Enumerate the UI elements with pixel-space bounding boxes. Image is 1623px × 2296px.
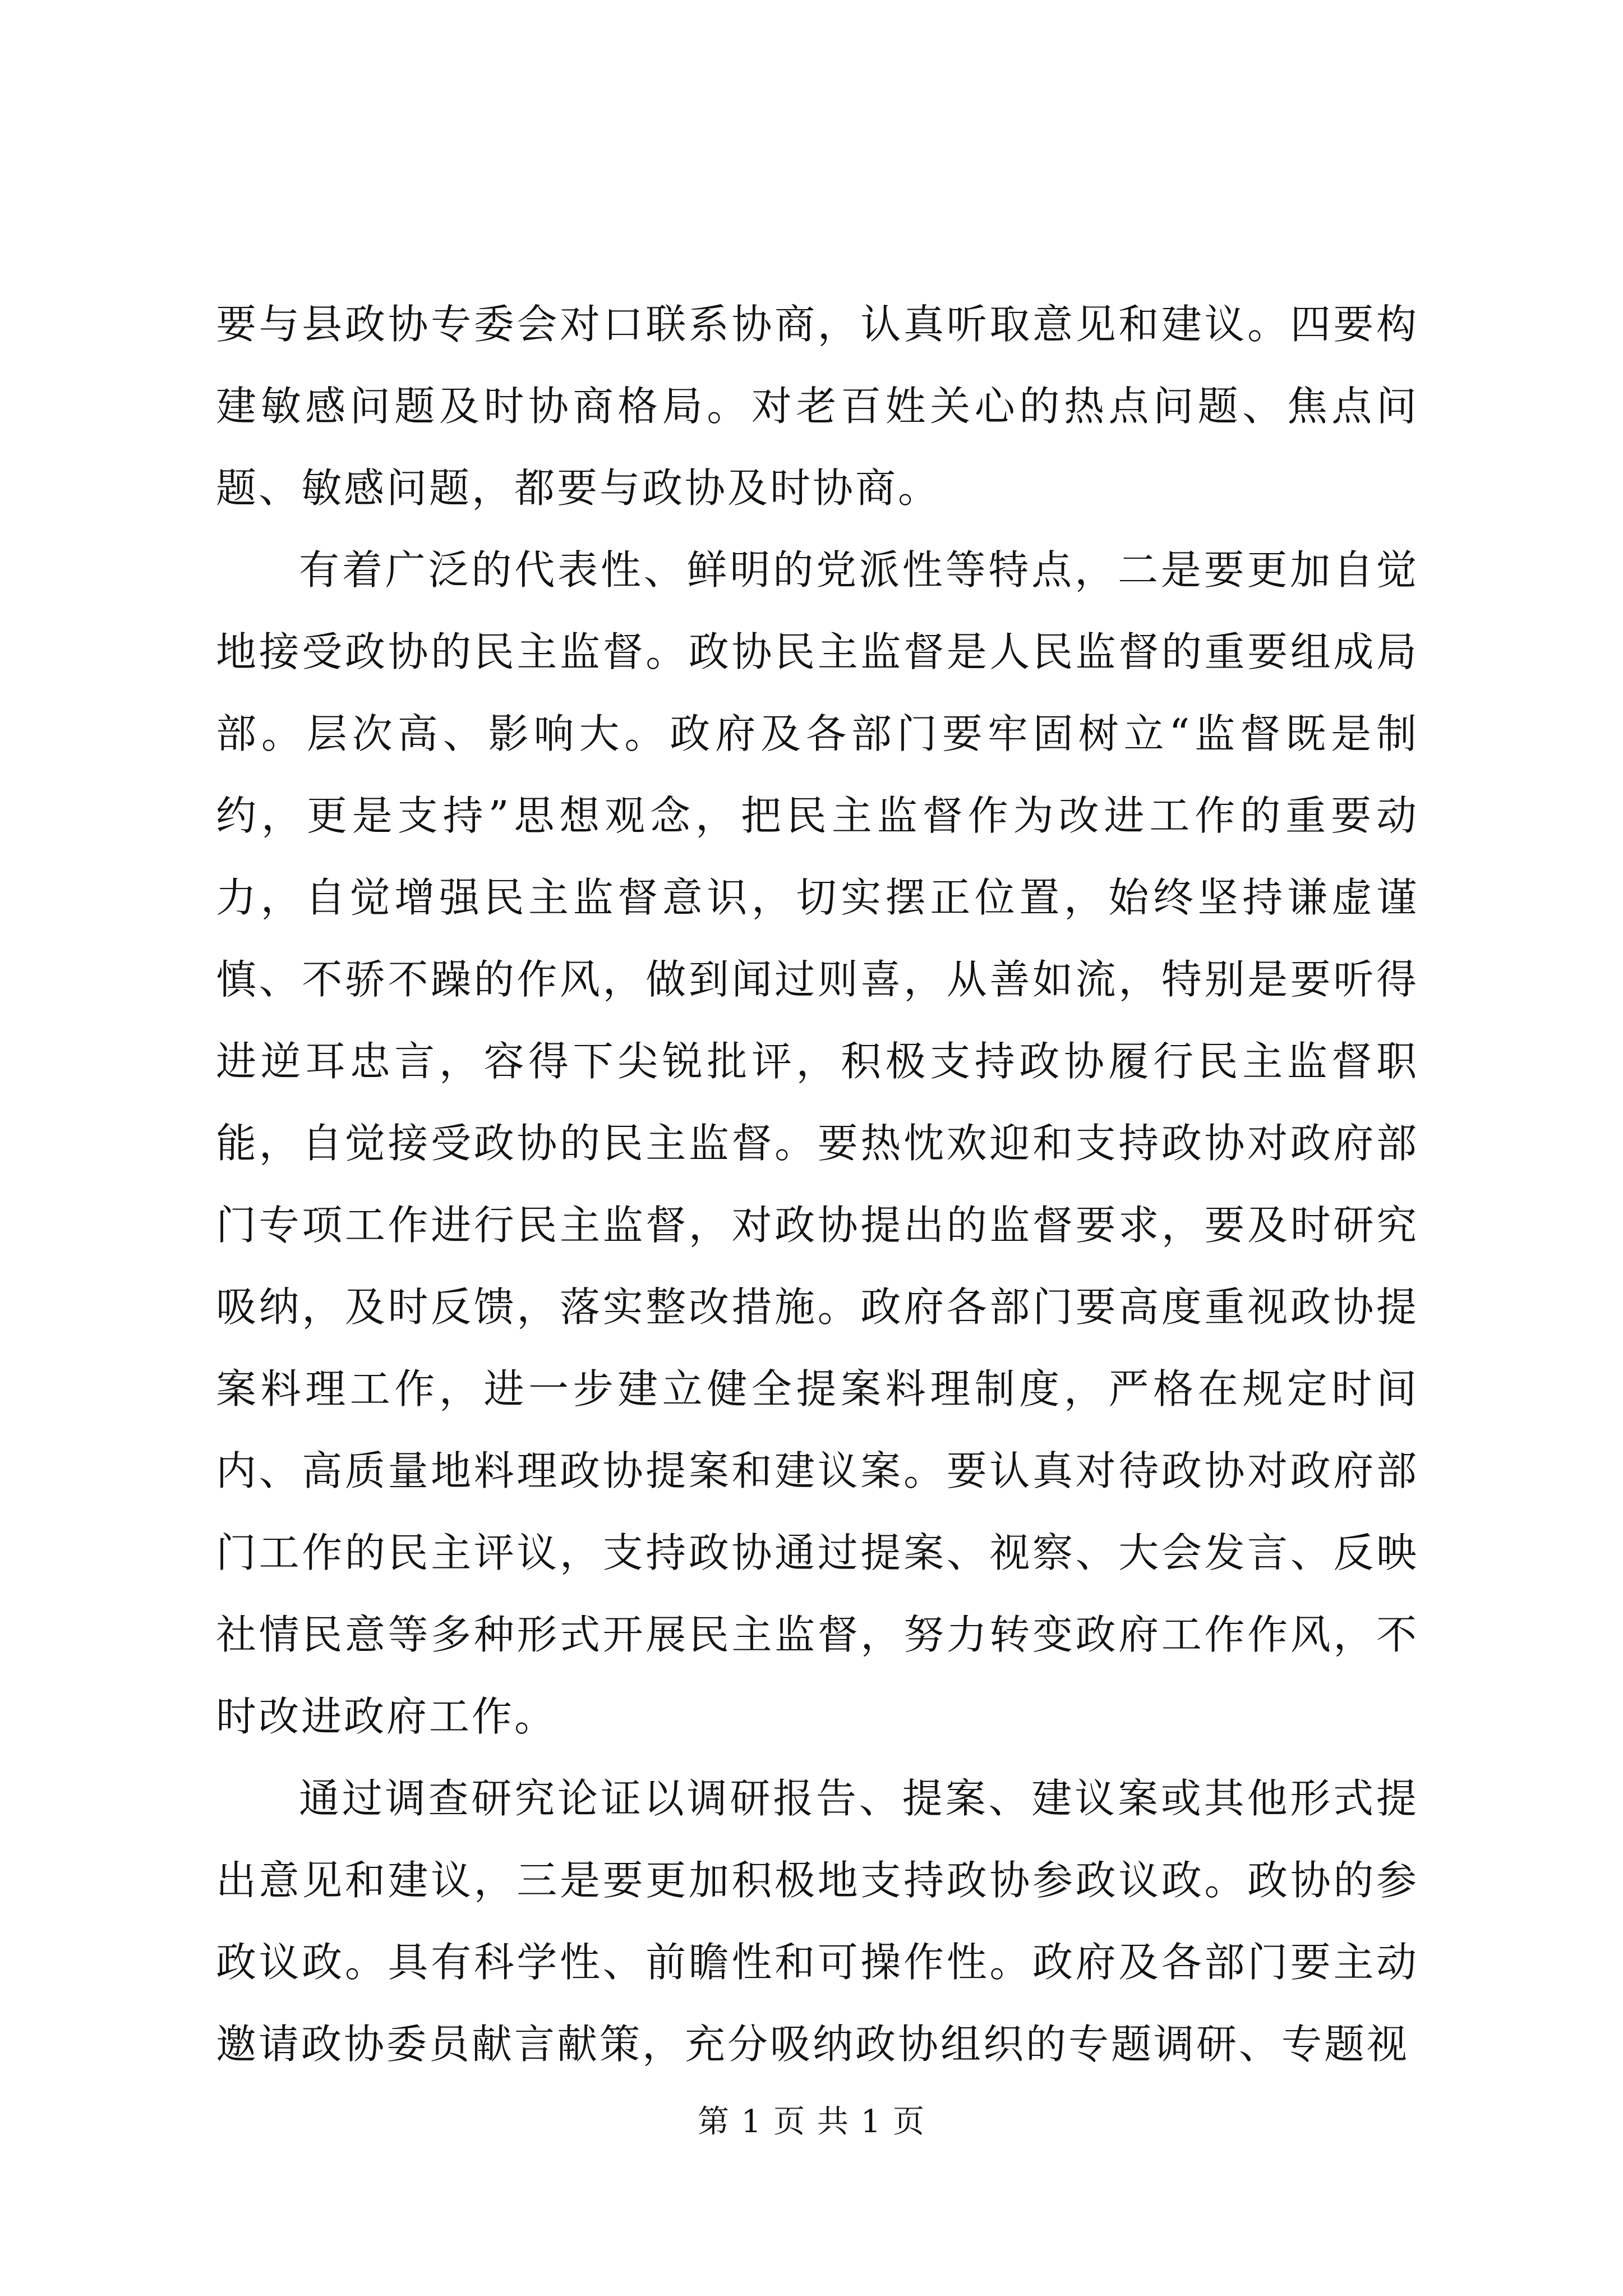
paragraph-3: 通过调查研究论证以调研报告、提案、建议案或其他形式提出意见和建议，三是要更加积极地支持政协参政议政。政协的参政议政。具有科学性、前瞻性和可操作性。政府及各部门要主动邀请政协委员献言献策，充分吸纳政协组织的专题调研、专题视 [216,1775,1419,2068]
paragraph-1: 要与县政协专委会对口联系协商，认真听取意见和建议。四要构建敏感问题及时协商格局。对老百姓关心的热点问题、焦点问题、敏感问题，都要与政协及时协商。 [216,301,1419,512]
body-text [216,283,1419,2085]
paragraph-2: 有着广泛的代表性、鲜明的党派性等特点，二是要更加自觉地接受政协的民主监督。政协民主监督是人民监督的重要组成局部。层次高、影响大。政府及各部门要牢固树立“监督既是制约，更是支持”思想观念，把民主监督作为改进工作的重要动力，自觉增强民主监督意识，切实摆正位置，始终坚持谦虚谨慎、不骄不躁的作风，做到闻过则喜，从善如流，特别是要听得进逆耳忠言，容得下尖锐批评，积极支持政协履行民主监督职能，自觉接受政协的民主监督。要热忱欢迎和支持政协对政府部门专项工作进行民主监督，对政协提出的监督要求，要及时研究吸纳，及时反馈，落实整改措施。政府各部门要高度重视政协提案料理工作，进一步建立健全提案料理制度，严格在规定时间内、高质量地料理政协提案和建议案。要认真对待政协对政府部门工作的民主评议，支持政协通过提案、视察、大会发言、反映社情民意等多种形式开展民主监督，努力转变政府工作作风，不时改进政府工作。 [216,546,1419,1740]
page-footer: 第 1 页 共 1 页 [697,2104,926,2140]
